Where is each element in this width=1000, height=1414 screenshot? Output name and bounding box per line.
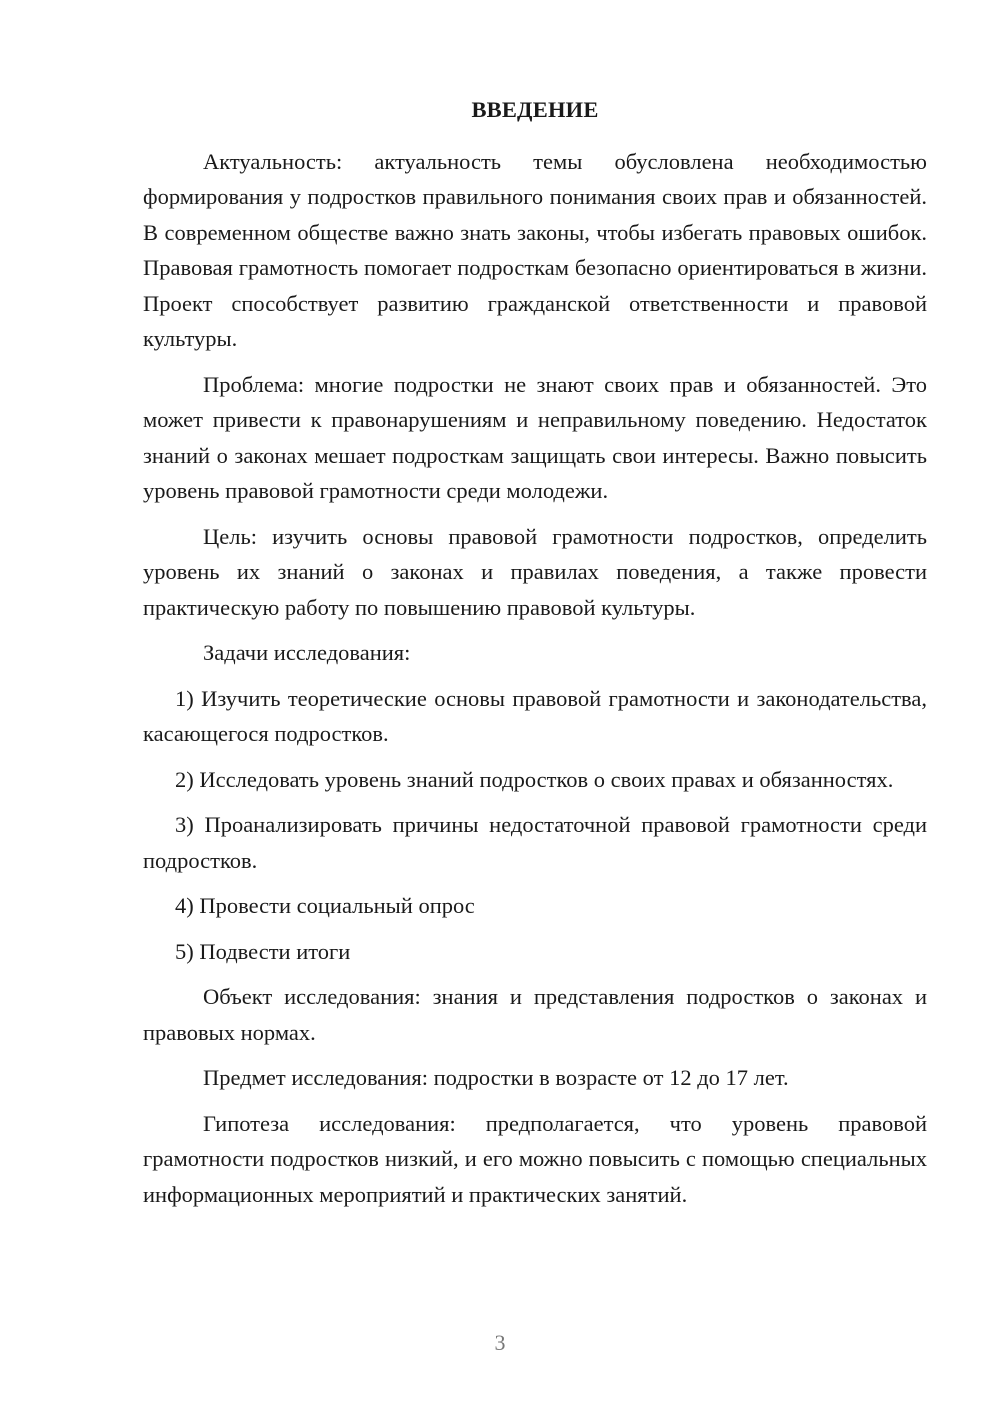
- paragraph-subject: Предмет исследования: подростки в возрасте от 12 до 17 лет.: [203, 1065, 789, 1090]
- paragraph-object: Объект исследования: знания и представления подростков о законах и правовых нормах.: [143, 984, 927, 1045]
- tasks-heading: Задачи исследования:: [203, 640, 411, 665]
- task-item: 3) Проанализировать причины недостаточной правовой грамотности среди подростков.: [143, 812, 927, 873]
- tasks-list: [143, 681, 927, 970]
- paragraph-problem: Проблема: многие подростки не знают своих прав и обязанностей. Это может привести к правонарушениям и неправильному поведению. Недостаток знаний о законах мешает подросткам защищать свои интересы. Важно повысить уровень правовой грамотности среди молодежи.: [143, 371, 927, 503]
- page-content: [143, 92, 927, 1222]
- paragraph-hypothesis: Гипотеза исследования: предполагается, что уровень правовой грамотности подростков низкий, и его можно повысить с помощью специальных информационных мероприятий и практических занятий.: [143, 1110, 927, 1207]
- task-item: 4) Провести социальный опрос: [175, 893, 475, 918]
- page-number: 3: [494, 1330, 506, 1355]
- paragraph-relevance: Актуальность: актуальность темы обусловлена необходимостью формирования у подростков правильного понимания своих прав и обязанностей. В современном обществе важно знать законы, чтобы избегать правовых ошибок. Правовая грамотность помогает подросткам безопасно ориентироваться в жизни. Проект способствует развитию гражданской ответственности и правовой культуры.: [143, 148, 927, 351]
- page-title: ВВЕДЕНИЕ: [471, 97, 599, 122]
- task-item: 1) Изучить теоретические основы правовой грамотности и законодательства, касающегося подростков.: [143, 685, 927, 746]
- paragraph-goal: Цель: изучить основы правовой грамотности подростков, определить уровень их знаний о законах и правилах поведения, а также провести практическую работу по повышению правовой культуры.: [143, 523, 927, 620]
- task-item: 2) Исследовать уровень знаний подростков о своих правах и обязанностях.: [175, 766, 894, 792]
- task-item: 5) Подвести итоги: [175, 938, 351, 964]
